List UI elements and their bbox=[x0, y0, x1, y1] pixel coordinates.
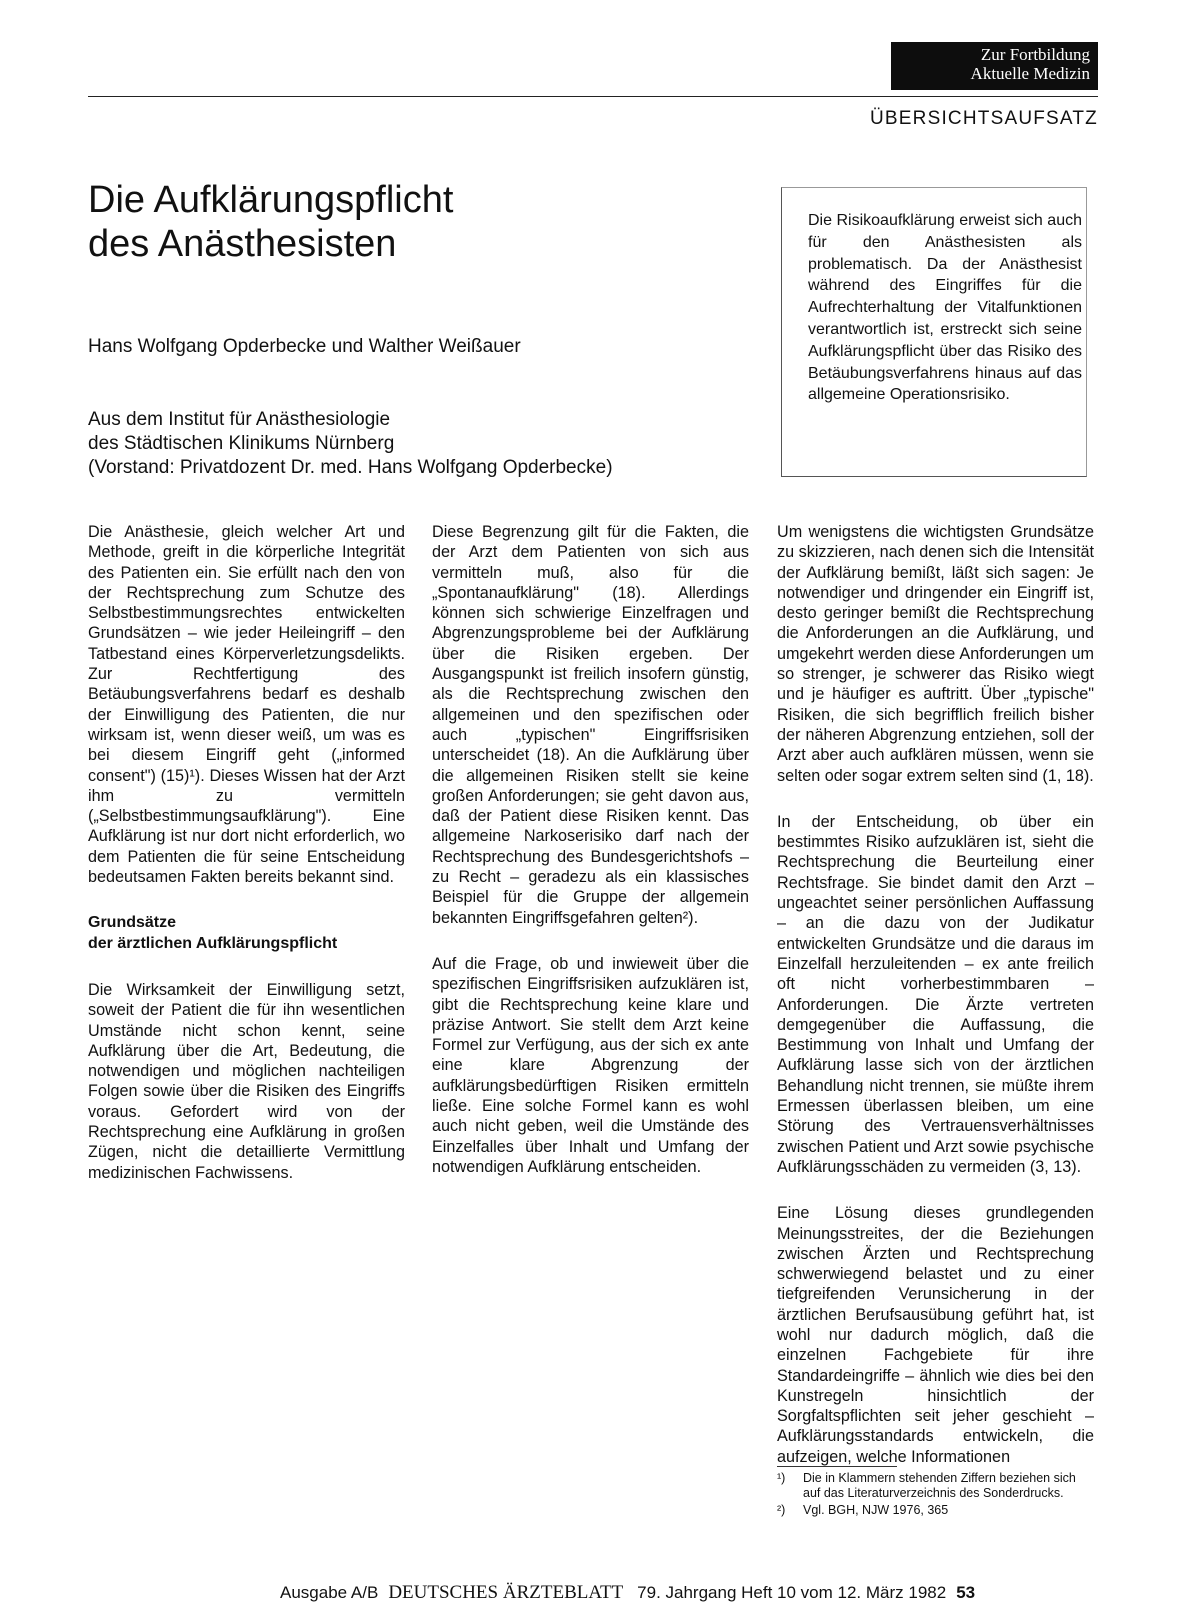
footer-edition: Ausgabe A/B bbox=[280, 1583, 379, 1602]
header-rule bbox=[88, 96, 1098, 97]
section-heading-line1: Grundsätze bbox=[88, 914, 177, 932]
category-tag-line2: Aktuelle Medizin bbox=[970, 64, 1090, 83]
page-footer bbox=[280, 1582, 1094, 1604]
category-tag-line1: Zur Fortbildung bbox=[980, 45, 1090, 64]
body-paragraph: Die Wirksamkeit der Einwilligung setzt, soweit der Patient die für ihn wesentlichen Umstände nicht schon kennt, seine Aufklärung über die Art, Bedeutung, die notwendigen und möglichen nachteiligen Folgen sowie über die Risiken des Eingriffs voraus. Gefordert wird von der Rechtsprechung eine Aufklärung in großen Zügen, nicht die detaillierte Vermittlung medizinischen Fachwissens. bbox=[88, 980, 405, 1182]
footnotes bbox=[777, 1466, 1094, 1520]
article-title-line1: Die Aufklärungspflicht bbox=[88, 179, 454, 221]
footnote-mark: ²) bbox=[777, 1503, 786, 1517]
footnote-2 bbox=[777, 1503, 1094, 1518]
section-heading-line2: der ärztlichen Aufklärungspflicht bbox=[88, 934, 338, 952]
summary-box bbox=[781, 187, 1087, 477]
section-label: ÜBERSICHTSAUFSATZ bbox=[869, 108, 1098, 129]
footer-issue: 79. Jahrgang Heft 10 vom 12. März 1982 bbox=[637, 1583, 947, 1602]
article-title bbox=[88, 178, 708, 266]
category-tag bbox=[891, 42, 1098, 90]
article-affiliation bbox=[88, 408, 613, 480]
body-paragraph: In der Entscheidung, ob über ein bestimmtes Risiko aufzuklären ist, sieht die Rechtsprechung die Beurteilung einer Rechtsfrage. Sie bindet damit den Arzt – ungeachtet seiner persönlichen Auffassung – an die dazu von der Judikatur entwickelten Grundsätze und die daraus im Einzelfall herzuleitenden – ex ante freilich oft nicht vorherbestimmbaren – Anforderungen. Die Ärzte vertreten demgegenüber die Auffassung, die Bestimmung von Inhalt und Umfang der Aufklärung lasse sich von der ärztlichen Behandlung nicht trennen, sie müßte ihrem Ermessen überlassen bleiben, um eine Störung des Vertrauensverhältnisses zwischen Patient und Arzt sowie psychische Aufklärungsschäden zu vermeiden (3, 13). bbox=[777, 812, 1094, 1176]
footnote-1 bbox=[777, 1471, 1094, 1501]
summary-text: Die Risikoaufklärung erweist sich auch für den Anästhesisten als problematisch. Da der Anästhesist während des Eingriffes für die Aufrechterhaltung der Vitalfunktionen verantwortlich ist, erstreckt sich seine Aufklärungspflicht über das Risiko des Betäubungsverfahrens hinaus auf das allgemeine Operationsrisiko. bbox=[808, 212, 1082, 404]
body-paragraph: Eine Lösung dieses grundlegenden Meinungsstreites, der die Beziehungen zwischen Ärzten und Rechtsprechung schwerwiegend belastet und zu einer tiefgreifenden Verunsicherung in der ärztlichen Berufsausübung geführt hat, ist wohl nur dadurch möglich, daß die einzelnen Fachgebiete für ihre Standardeingriffe – ähnlich wie dies bei den Kunstregeln hinsichtlich der Sorgfaltspflichten seit jeher geschieht – Aufklärungsstandards entwickeln, die aufzeigen, welche Informationen bbox=[777, 1204, 1094, 1466]
affiliation-line3: (Vorstand: Privatdozent Dr. med. Hans Wolfgang Opderbecke) bbox=[88, 457, 613, 478]
affiliation-line1: Aus dem Institut für Anästhesiologie bbox=[88, 409, 391, 430]
footnote-mark: ¹) bbox=[777, 1471, 786, 1485]
section-heading bbox=[88, 913, 405, 954]
body-paragraph: Auf die Frage, ob und inwieweit über die spezifischen Eingriffsrisiken aufzuklären ist, gibt die Rechtsprechung keine klare und präzise Antwort. Sie stellt dem Arzt keine Formel zur Verfügung, aus der sich ex ante eine klare Abgrenzung der aufklärungsbedürftigen Risiken ermitteln ließe. Eine solche Formel kann es wohl auch nicht geben, weil die Umstände des Einzelfalles über Inhalt und Umfang der notwendigen Aufklärung entscheiden. bbox=[432, 954, 749, 1176]
text-column-2 bbox=[432, 522, 749, 1203]
page-number: 53 bbox=[956, 1583, 976, 1602]
body-paragraph: Diese Begrenzung gilt für die Fakten, die der Arzt dem Patienten von sich aus vermitteln muß, also für die „Spontanaufklärung" (18). Allerdings können sich schwierige Einzelfragen und Abgrenzungsprobleme bei der Aufklärung über die Risiken ergeben. Der Ausgangspunkt ist freilich insofern günstig, als die Rechtsprechung zwischen den allgemeinen und den spezifischen oder auch „typischen" Eingriffsrisiken unterscheidet (18). An die Aufklärung über die allgemeinen Risiken stellt sie keine großen Anforderungen; sie geht davon aus, daß der Patient diese Risiken kennt. Das allgemeine Narkoserisiko darf nach der Rechtsprechung des Bundesgerichtshofs – zu Recht – geradezu als ein klassisches Beispiel für die Gruppe der allgemein bekannten Eingriffsgefahren gelten²). bbox=[432, 523, 749, 927]
text-column-3 bbox=[777, 522, 1094, 1493]
footer-journal: DEUTSCHES ÄRZTEBLATT bbox=[388, 1582, 624, 1603]
affiliation-line2: des Städtischen Klinikums Nürnberg bbox=[88, 433, 395, 454]
footnote-text: Die in Klammern stehenden Ziffern beziehen sich auf das Literaturverzeichnis des Sonderdrucks. bbox=[803, 1471, 1076, 1500]
article-title-line2: des Anästhesisten bbox=[88, 223, 397, 265]
body-paragraph: Um wenigstens die wichtigsten Grundsätze zu skizzieren, nach denen sich die Intensität der Aufklärung bemißt, läßt sich sagen: Je notwendiger und dringender ein Eingriff ist, desto geringer bemißt die Rechtsprechung die Anforderungen an die Aufklärung, und umgekehrt werden diese Anforderungen um so strenger, je schwerer das Risiko wiegt und je häufiger es auftritt. Über „typische" Risiken, die sich begrifflich freilich bisher der näheren Abgrenzung entziehen, soll der Arzt aber auch aufklären müssen, wenn sie selten oder sogar extrem selten sind (1, 18). bbox=[777, 523, 1094, 785]
body-paragraph: Die Anästhesie, gleich welcher Art und Methode, greift in die körperliche Integrität des Patienten ein. Sie erfüllt nach den von der Rechtsprechung zum Schutze des Selbstbestimmungsrechtes entwickelten Grundsätzen – wie jeder Heileingriff – den Tatbestand eines Körperverletzungsdelikts. Zur Rechtfertigung des Betäubungsverfahrens bedarf es deshalb der Einwilligung des Patienten, die nur wirksam ist, wenn dieser weiß, um was es bei diesem Eingriff geht („informed consent") (15)¹). Dieses Wissen hat der Arzt ihm zu vermitteln („Selbstbestimmungsaufklärung"). Eine Aufklärung ist nur dort nicht erforderlich, wo dem Patienten die für seine Entscheidung bedeutsamen Fakten bereits bekannt sind. bbox=[88, 523, 405, 887]
text-column-1 bbox=[88, 522, 405, 1209]
footnote-text: Vgl. BGH, NJW 1976, 365 bbox=[803, 1503, 949, 1517]
footnote-rule bbox=[777, 1466, 897, 1467]
article-authors: Hans Wolfgang Opderbecke und Walther Weißauer bbox=[88, 336, 521, 357]
